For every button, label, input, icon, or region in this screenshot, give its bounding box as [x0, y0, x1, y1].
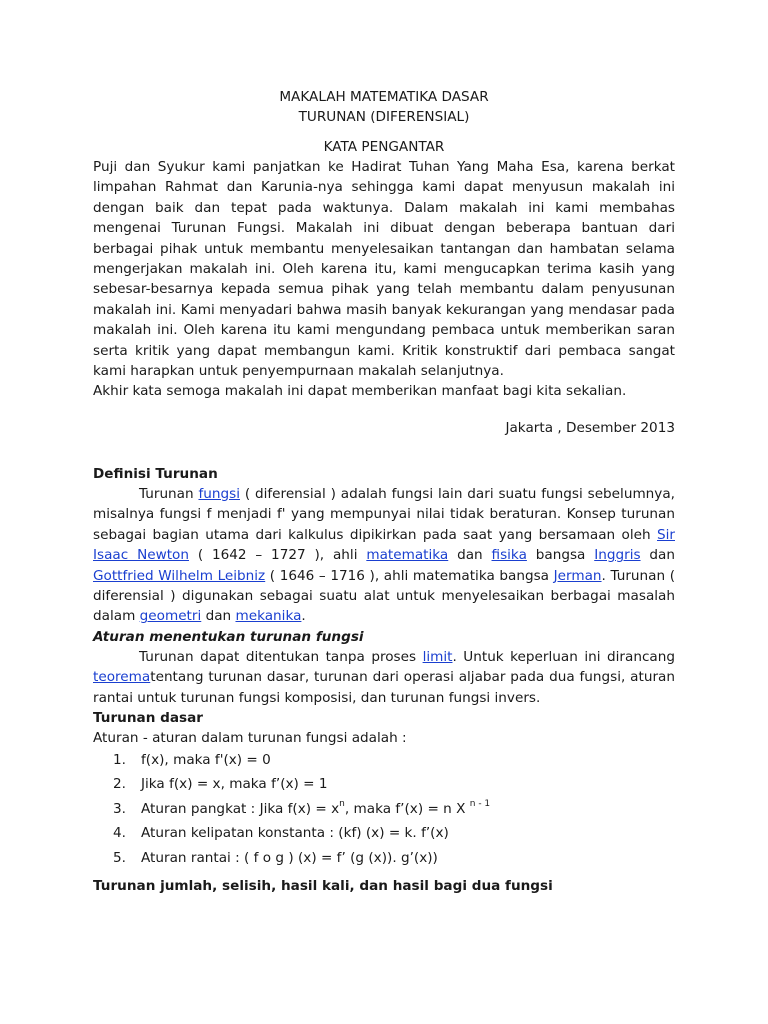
preface-title: KATA PENGANTAR — [323, 139, 445, 155]
list-item — [93, 772, 675, 797]
list-item — [93, 821, 675, 846]
text: . Turunan ( diferensial ) digunakan sebagai suatu alat untuk menyelesaikan berbagai masalah dalam — [93, 567, 676, 625]
text: dan — [448, 547, 492, 564]
list-text: Aturan rantai : ( f o g ) (x) = f’ (g (x)). g’(x)) — [141, 849, 438, 866]
link-inggris[interactable]: Inggris — [594, 547, 641, 564]
text: Turunan — [139, 485, 199, 502]
document-subtitle: TURUNAN (DIFERENSIAL) — [298, 109, 470, 125]
aturan-heading: Aturan menentukan turunan fungsi — [93, 628, 364, 645]
text: . — [301, 608, 306, 625]
text: tentang turunan dasar, turunan dari operasi aljabar pada dua fungsi, aturan rantai untuk turunan fungsi komposisi, dan turunan fungsi invers. — [93, 669, 675, 706]
list-text: Jika f(x) = x, maka f’(x) = 1 — [141, 776, 328, 793]
text: dan — [640, 547, 675, 564]
link-mekanika[interactable]: mekanika — [235, 608, 302, 625]
list-number: 5. — [113, 849, 126, 866]
list-item — [93, 748, 675, 773]
list-text: f(x), maka f'(x) = 0 — [141, 751, 271, 768]
dasar-heading: Turunan dasar — [93, 709, 203, 726]
last-heading: Turunan jumlah, selisih, hasil kali, dan hasil bagi dua fungsi — [93, 878, 553, 895]
link-jerman[interactable]: Jerman — [553, 567, 602, 584]
link-geometri[interactable]: geometri — [139, 608, 202, 625]
preface-closing: Akhir kata semoga makalah ini dapat memberikan manfaat bagi kita sekalian. — [93, 383, 627, 400]
link-fisika[interactable]: fisika — [491, 547, 527, 564]
text: bangsa — [526, 547, 595, 564]
text: ( diferensial ) adalah fungsi lain dari suatu fungsi sebelumnya, misalnya fungsi f menjadi f' yang mempunyai nilai tidak beraturan. Konsep turunan sebagai bagian utama dari kalkulus dipikirkan pada saat yang bersamaan oleh — [93, 485, 675, 543]
superscript: n - 1 — [469, 798, 491, 809]
link-limit[interactable]: limit — [422, 648, 453, 665]
text: ( 1646 – 1716 ), ahli matematika bangsa — [265, 567, 554, 584]
link-leibniz[interactable]: Gottfried Wilhelm Leibniz — [93, 567, 266, 584]
list-number: 2. — [113, 776, 126, 793]
link-fungsi[interactable]: fungsi — [198, 485, 240, 502]
text: ( 1642 – 1727 ), ahli — [188, 547, 367, 564]
link-isaac-newton[interactable]: Sir Isaac Newton — [93, 526, 675, 564]
list-number: 3. — [113, 800, 126, 817]
text: . Untuk keperluan ini dirancang — [452, 648, 675, 665]
list-number: 4. — [113, 825, 126, 842]
rules-list — [93, 748, 675, 871]
aturan-paragraph — [93, 647, 675, 708]
list-text: Aturan pangkat : Jika f(x) = x — [141, 800, 340, 817]
link-teorema[interactable]: teorema — [93, 669, 151, 686]
text: dan — [201, 608, 236, 625]
list-text: , maka f’(x) = n X — [344, 800, 470, 817]
link-matematika[interactable]: matematika — [366, 547, 449, 564]
superscript: n — [339, 798, 345, 809]
list-text: Aturan kelipatan konstanta : (kf) (x) = k. f’(x) — [141, 825, 449, 842]
place-date: Jakarta , Desember 2013 — [505, 419, 675, 436]
preface-paragraph: Puji dan Syukur kami panjatkan ke Hadirat Tuhan Yang Maha Esa, karena berkat limpahan Rahmat dan Karunia-nya sehingga kami dapat menyusun makalah ini dengan baik dan tepat pada waktunya. Dalam makalah ini kami membahas mengenai Turunan Fungsi. Makalah ini dibuat dengan beberapa bantuan dari berbagai pihak untuk membantu menyelesaikan tantangan dan hambatan selama mengerjakan makalah ini. Oleh karena itu, kami mengucapkan terima kasih yang sebesar-besarnya kepada semua pihak yang telah membantu dalam penyusunan makalah ini. Kami menyadari bahwa masih banyak kekurangan yang mendasar pada makalah ini. Oleh karena itu kami mengundang pembaca untuk memberikan saran serta kritik yang dapat membangun kami. Kritik konstruktif dari pembaca sangat kami harapkan untuk penyempurnaan makalah selanjutnya. — [93, 159, 675, 380]
document-title: MAKALAH MATEMATIKA DASAR — [279, 89, 489, 105]
text: Turunan dapat ditentukan tanpa proses — [139, 648, 423, 665]
list-item — [93, 846, 675, 871]
document-page — [93, 87, 675, 896]
list-item — [93, 797, 675, 822]
definisi-paragraph — [93, 484, 675, 627]
dasar-intro: Aturan - aturan dalam turunan fungsi adalah : — [93, 729, 407, 746]
list-number: 1. — [113, 751, 126, 768]
definisi-heading: Definisi Turunan — [93, 465, 218, 482]
